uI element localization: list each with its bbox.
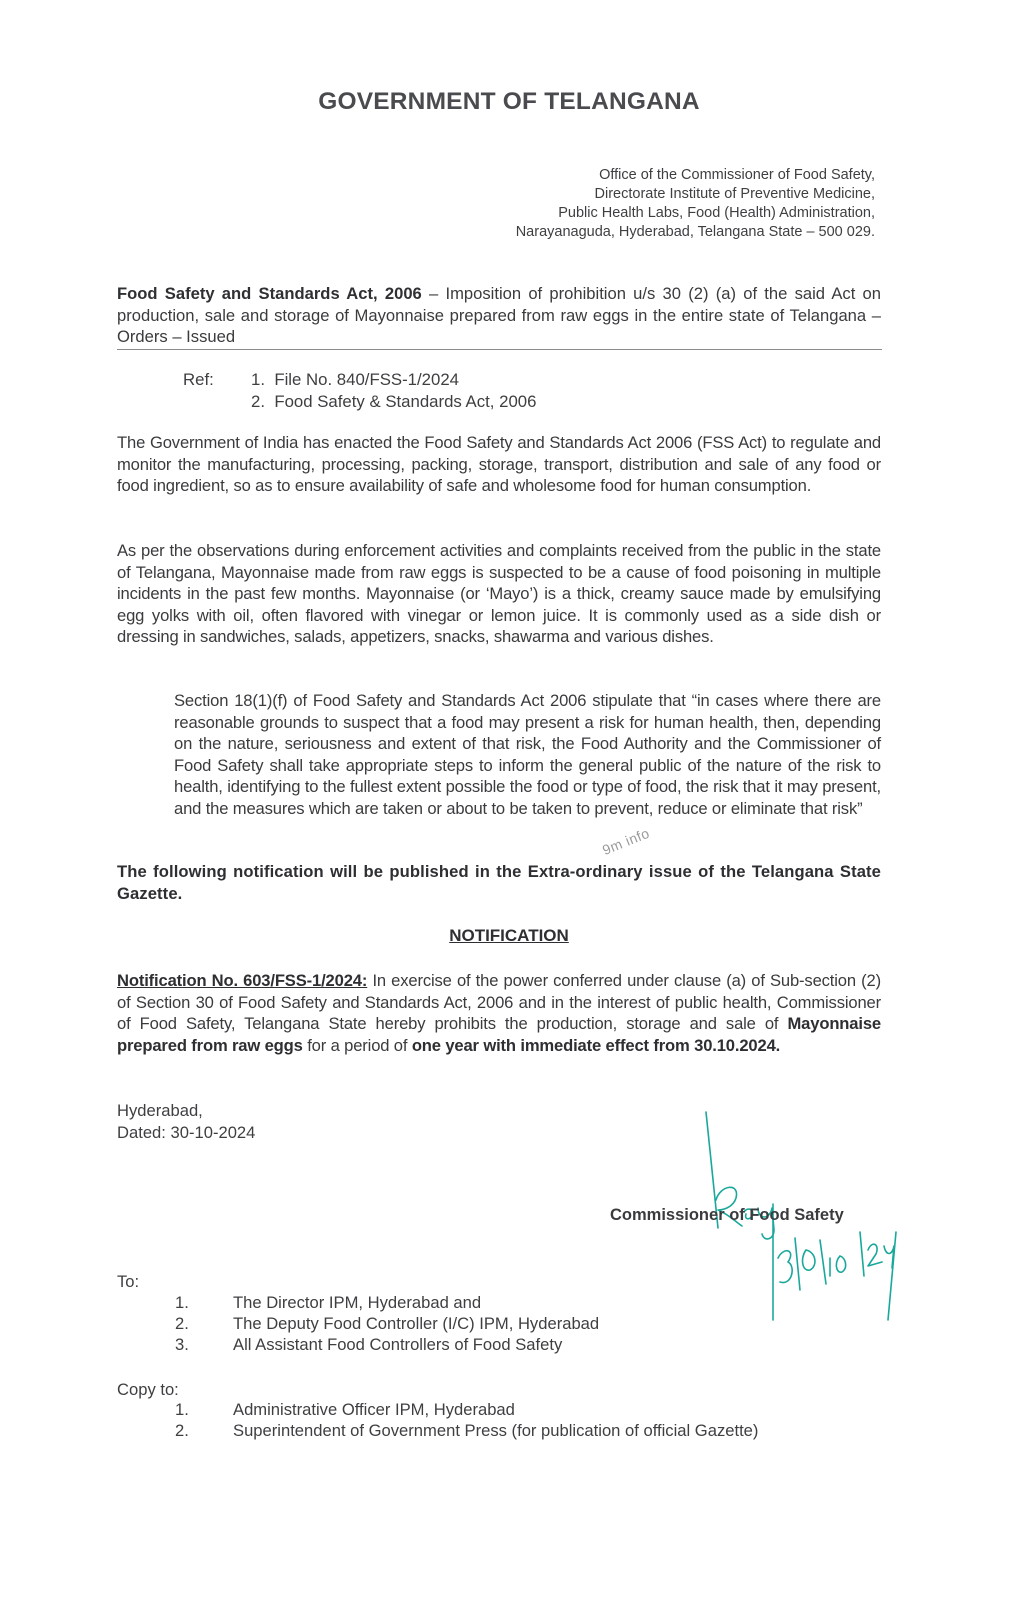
ref-item: 2. Food Safety & Standards Act, 2006 [251, 392, 537, 411]
gazette-statement: The following notification will be published in the Extra-ordinary issue of the Telangana State Gazette. [117, 862, 881, 903]
subject-text: – Imposition of prohibition u/s 30 (2) (a) of the said Act on production, sale and storage of Mayonnaise prepared from raw eggs in the entire state of Telangana – Orders – Issued [117, 284, 881, 346]
list-number: 1. [175, 1293, 189, 1312]
place: Hyderabad, [117, 1101, 203, 1120]
to-label: To: [117, 1272, 140, 1291]
notification-number: Notification No. 603/FSS-1/2024: [117, 971, 368, 990]
paragraph-fss-act: The Government of India has enacted the Food Safety and Standards Act 2006 (FSS Act) to regulate and monitor the manufacturing, processing, packing, storage, transport, distribution and sale of any food or food ingredient, so as to ensure availability of safe and wholesome food for human consumption. [117, 433, 881, 496]
list-number: 1. [175, 1400, 189, 1419]
signatory-designation: Commissioner of Food Safety [610, 1206, 844, 1224]
watermark: 9m info [600, 824, 652, 858]
dated: Dated: 30-10-2024 [117, 1122, 256, 1142]
subject-act: Food Safety and Standards Act, 2006 [117, 284, 422, 303]
list-text: Administrative Officer IPM, Hyderabad [233, 1400, 515, 1419]
list-item [175, 1292, 775, 1314]
list-text: The Deputy Food Controller (I/C) IPM, Hyderabad [233, 1314, 600, 1333]
copy-to-label: Copy to: [117, 1380, 179, 1399]
notification-subject-item: Mayonnaise prepared from raw eggs [117, 1014, 881, 1055]
list-item [175, 1334, 775, 1356]
address-line: Public Health Labs, Food (Health) Administration, [558, 205, 875, 221]
ref-label: Ref: [183, 370, 214, 389]
list-number: 3. [175, 1335, 189, 1354]
list-item [175, 1420, 875, 1442]
list-text: The Director IPM, Hyderabad and [233, 1293, 482, 1312]
notification-effective-date: one year with immediate effect from 30.10.2024. [411, 1035, 781, 1055]
to-list [175, 1292, 775, 1362]
section-quote: Section 18(1)(f) of Food Safety and Standards Act 2006 stipulate that “in cases where there are reasonable grounds to suspect that a food may present a risk for human health, then, depending on the nature, seriousness and extent of that risk, the Food Authority and the Commissioner of Food Safety shall take appropriate steps to inform the general public of the nature of the risk to health, identifying to the fullest extent possible the food or type of food, the risk that it may present, and the measures which are taken or about to be taken to prevent, reduce or eliminate that risk” [174, 691, 881, 818]
address-line: Narayanaguda, Hyderabad, Telangana State – 500 029. [515, 224, 875, 240]
notification-text: In exercise of the power conferred under clause (a) of Sub-section (2) of Section 30 of Food Safety and Standards Act, 2006 and in the interest of public health, Commissioner of Food Safety, Telangana State hereby prohibits the production, storage and sale of [117, 971, 881, 1034]
address-line: Office of the Commissioner of Food Safety, [599, 167, 875, 183]
copy-to-list [175, 1399, 875, 1449]
paragraph-observations: As per the observations during enforcement activities and complaints received from the public in the state of Telangana, Mayonnaise made from raw eggs is suspected to be a cause of food poisoning in multiple incidents in the past few months. Mayonnaise (or ‘Mayo’) is a thick, creamy sauce made by emulsifying egg yolks with oil, often flavored with vinegar or lemon juice. It is commonly used as a side dish or dressing in sandwiches, salads, appetizers, snacks, shawarma and various dishes. [117, 541, 881, 647]
address-line: Directorate Institute of Preventive Medicine, [594, 186, 875, 202]
list-item [175, 1399, 875, 1421]
list-number: 2. [175, 1421, 189, 1440]
document-title: GOVERNMENT OF TELANGANA [318, 88, 700, 115]
list-text: Superintendent of Government Press (for publication of official Gazette) [233, 1421, 759, 1440]
notification-text: for a period of [302, 1035, 412, 1055]
ref-item: 1. File No. 840/FSS-1/2024 [251, 370, 460, 389]
list-item [175, 1313, 775, 1335]
notification-heading: NOTIFICATION [449, 926, 569, 945]
list-number: 2. [175, 1314, 189, 1333]
list-text: All Assistant Food Controllers of Food Safety [233, 1335, 563, 1354]
